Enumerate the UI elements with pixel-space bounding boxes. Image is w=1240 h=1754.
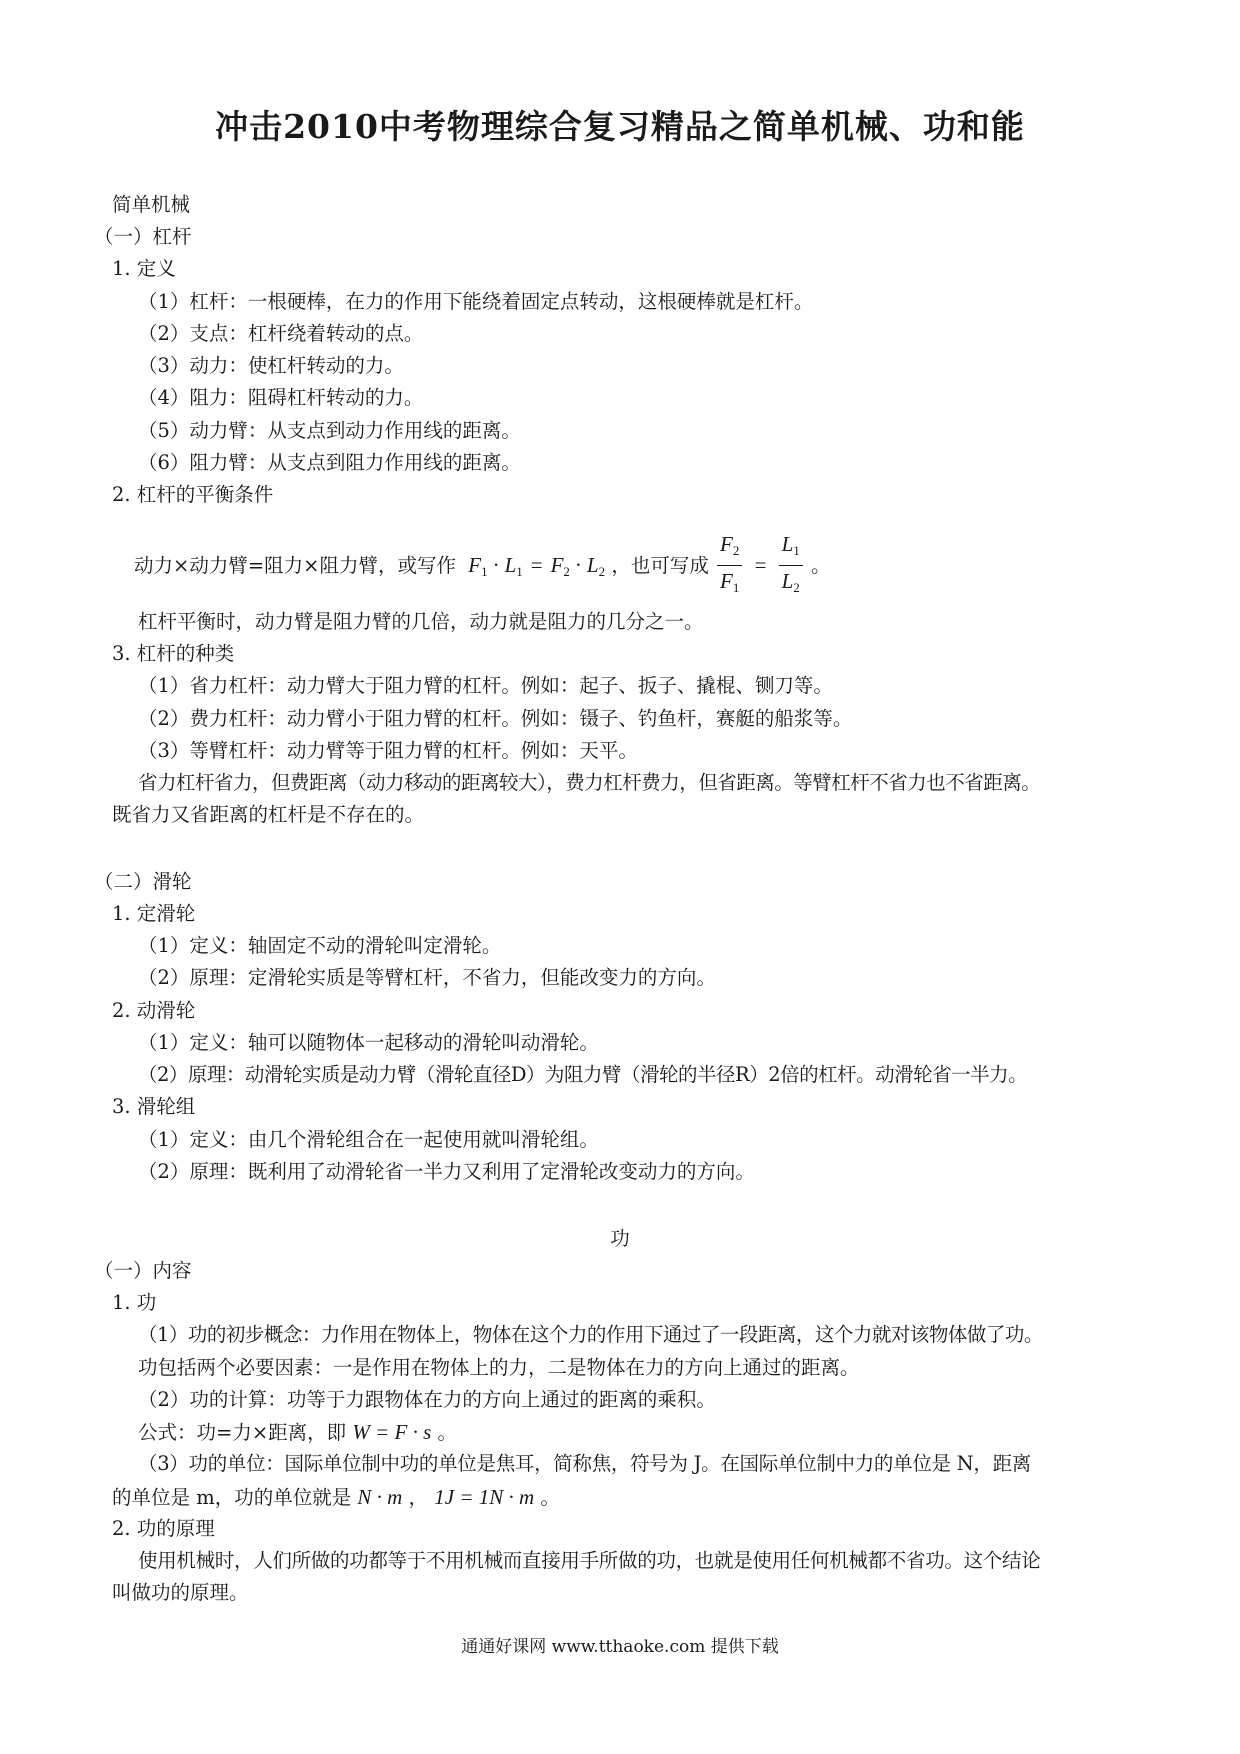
joule-definition: 1J = 1N · m (434, 1485, 535, 1509)
text-line: （3）功的单位：国际单位制中功的单位是焦耳，简称焦，符号为 J。在国际单位制中力的单位是 N，距离 (138, 1452, 1031, 1475)
text-line: （6）阻力臂：从支点到阻力作用线的距离。 (138, 451, 521, 474)
section-heading: （一）杠杆 (94, 225, 192, 248)
formula-line (138, 1420, 457, 1445)
subsection-heading: 2. 动滑轮 (112, 999, 196, 1022)
equation-line (134, 530, 831, 594)
equation-product-form: $F_1 \cdot L_1 = F_2 \cdot L_2$ (468, 553, 606, 579)
text-line: （2）支点：杠杆绕着转动的点。 (138, 322, 424, 345)
text-line: （1）省力杠杆：动力臂大于阻力臂的杠杆。例如：起子、扳子、撬棍、铡刀等。 (138, 674, 833, 697)
text-line: （2）原理：动滑轮实质是动力臂（滑轮直径D）为阻力臂（滑轮的半径R）2倍的杠杆。动滑轮省一半力。 (138, 1063, 1028, 1086)
chapter-heading: 功 (610, 1227, 630, 1250)
text-line: （1）杠杆：一根硬棒，在力的作用下能绕着固定点转动，这根硬棒就是杠杆。 (138, 290, 814, 313)
section-heading: （二）滑轮 (94, 870, 192, 893)
text-line: 叫做功的原理。 (112, 1581, 249, 1604)
subsection-heading: 1. 定义 (112, 257, 176, 280)
text-line: （2）原理：定滑轮实质是等臂杠杆，不省力，但能改变力的方向。 (138, 966, 716, 989)
text-line: （1）定义：轴可以随物体一起移动的滑轮叫动滑轮。 (138, 1031, 599, 1054)
unit-text: 的单位是 m，功的单位就是 (112, 1486, 352, 1509)
text-line: 省力杠杆省力，但费距离（动力移动的距离较大），费力杠杆费力，但省距离。等臂杠杆不省力也不省距离。 (138, 771, 1041, 794)
fraction-force-ratio: $\frac{F_2}{F_1}$ (717, 530, 742, 603)
text-line: 使用机械时，人们所做的功都等于不用机械而直接用手所做的功，也就是使用任何机械都不省功。这个结论 (138, 1549, 1041, 1572)
text-line: （2）原理：既利用了动滑轮省一半力又利用了定滑轮改变动力的方向。 (138, 1160, 755, 1183)
text-line: （4）阻力：阻碍杠杆转动的力。 (138, 386, 424, 409)
equation-text: ，也可写成 (611, 554, 709, 577)
document-title: 冲击2010中考物理综合复习精品之简单机械、功和能 (215, 107, 1025, 146)
text-line: （2）费力杠杆：动力臂小于阻力臂的杠杆。例如：镊子、钓鱼杆，赛艇的船浆等。 (138, 707, 853, 730)
equation-text: 动力×动力臂=阻力×阻力臂，或写作 (134, 554, 457, 577)
section-heading: （一）内容 (94, 1259, 192, 1282)
chapter-heading: 简单机械 (112, 193, 191, 216)
fraction-arm-ratio: $\frac{L_1}{L_2}$ (779, 530, 803, 603)
subsection-heading: 2. 功的原理 (112, 1517, 215, 1540)
text-line: （5）动力臂：从支点到动力作用线的距离。 (138, 419, 521, 442)
text-line: 既省力又省距离的杠杆是不存在的。 (112, 803, 425, 826)
subsection-heading: 1. 功 (112, 1291, 157, 1314)
text-line: 杠杆平衡时，动力臂是阻力臂的几倍，动力就是阻力的几分之一。 (138, 610, 704, 633)
subsection-heading: 2. 杠杆的平衡条件 (112, 483, 274, 506)
work-formula: W = F · s (352, 1420, 432, 1444)
text-line: （2）功的计算：功等于力跟物体在力的方向上通过的距离的乘积。 (138, 1388, 716, 1411)
text-line: （1）定义：由几个滑轮组合在一起使用就叫滑轮组。 (138, 1128, 599, 1151)
unit-line (112, 1485, 560, 1510)
text-line: （1）定义：轴固定不动的滑轮叫定滑轮。 (138, 934, 502, 957)
formula-text: 公式：功=力×距离，即 (138, 1421, 347, 1444)
page-footer: 通通好课网 www.tthaoke.com 提供下载 (461, 1637, 779, 1657)
equation-text: 。 (811, 554, 831, 577)
formula-text: 。 (437, 1421, 458, 1444)
text-line: （3）动力：使杠杆转动的力。 (138, 354, 404, 377)
text-line: （1）功的初步概念：力作用在物体上，物体在这个力的作用下通过了一段距离，这个力就对该物体做了功。 (138, 1323, 1043, 1346)
subsection-heading: 1. 定滑轮 (112, 902, 196, 925)
equals-sign: = (754, 553, 767, 577)
unit-formula: N · m (357, 1485, 403, 1509)
text-line: 功包括两个必要因素：一是作用在物体上的力，二是物体在力的方向上通过的距离。 (138, 1356, 860, 1379)
subsection-heading: 3. 滑轮组 (112, 1095, 196, 1118)
unit-text: ， (408, 1486, 429, 1509)
text-line: （3）等臂杠杆：动力臂等于阻力臂的杠杆。例如：天平。 (138, 739, 638, 762)
unit-text: 。 (540, 1486, 560, 1509)
subsection-heading: 3. 杠杆的种类 (112, 642, 235, 665)
